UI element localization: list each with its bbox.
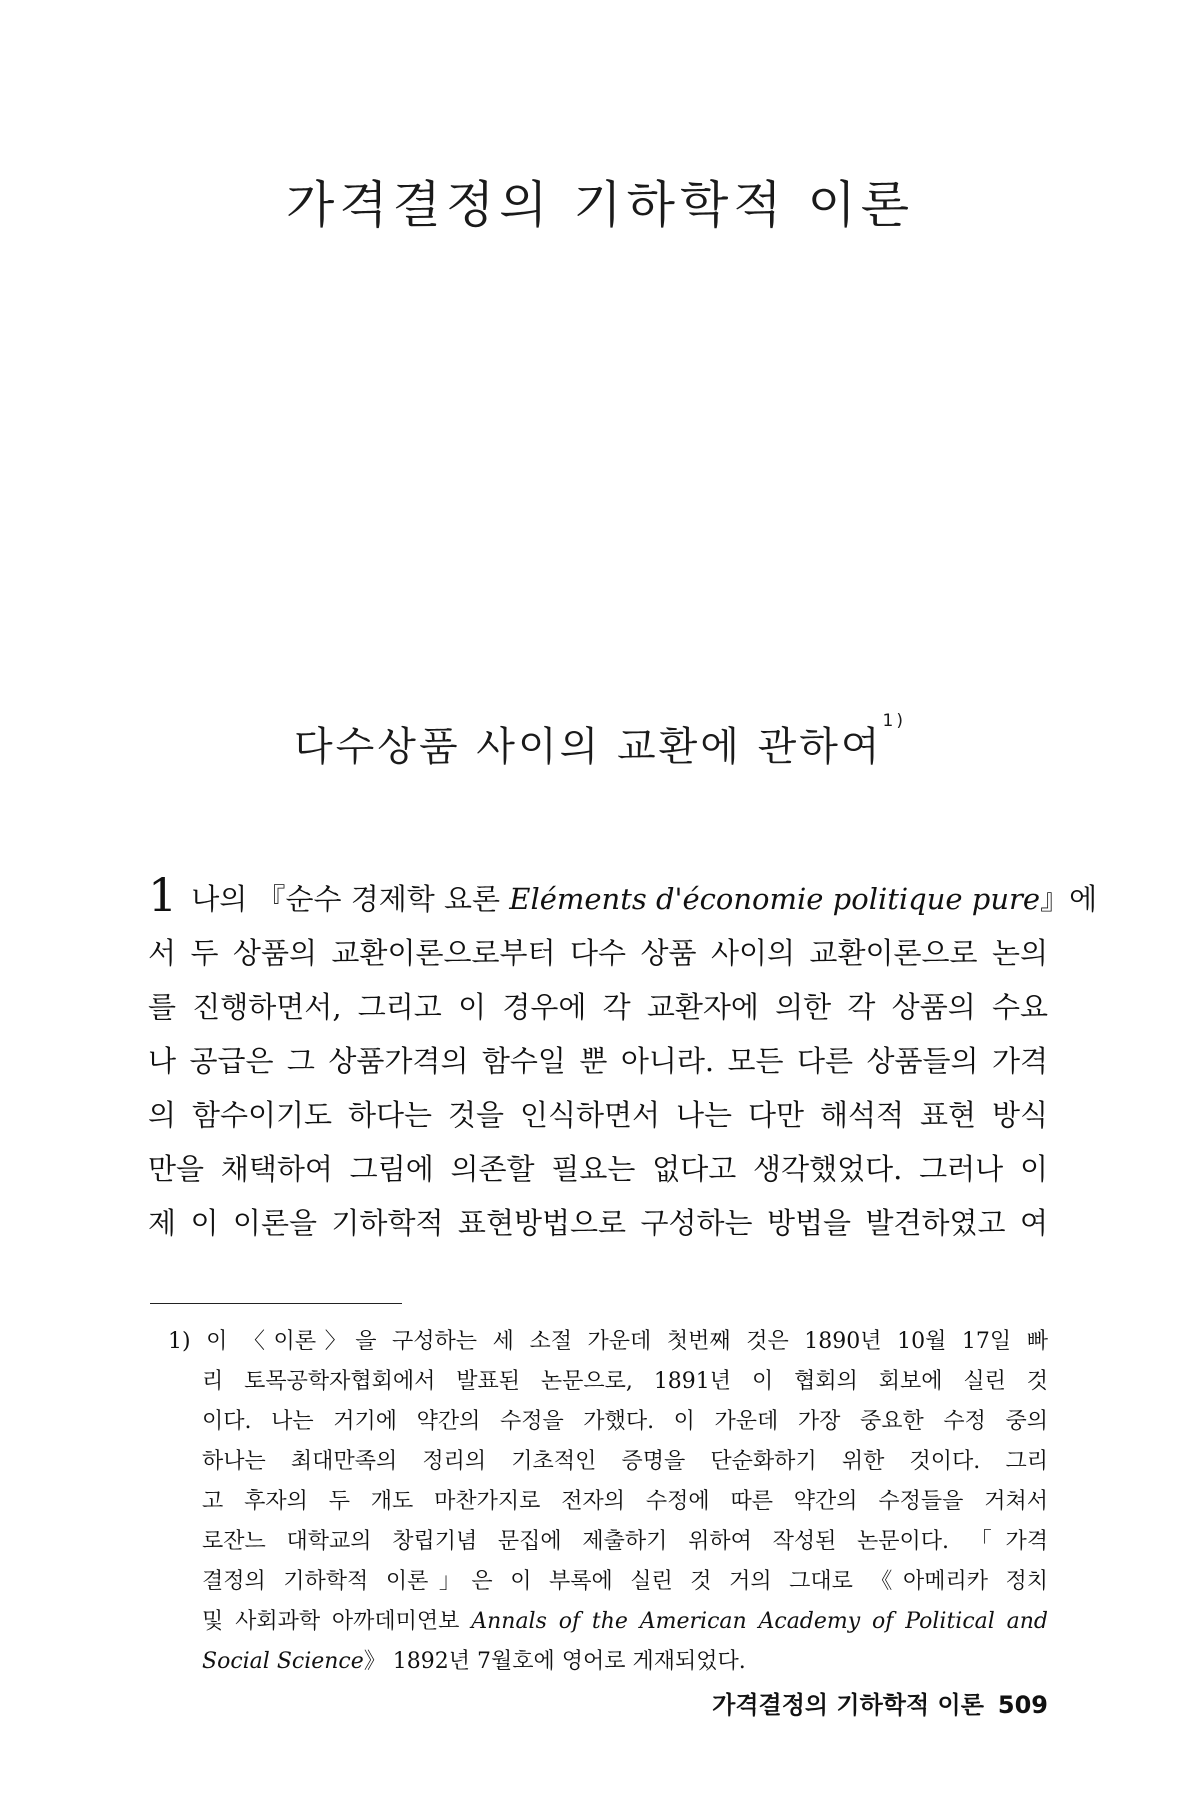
footnote-line: 하나는 최대만족의 정리의 기초적인 증명을 단순화하기 위한 것이다. 그리 [202, 1449, 1048, 1474]
footnote-line [168, 1602, 1048, 1642]
footnote-line: 고 후자의 두 개도 마찬가지로 전자의 수정에 따른 약간의 수정들을 거쳐서 [202, 1489, 1048, 1514]
body-line: 의 함수이기도 하다는 것을 인식하면서 나는 다만 해석적 표현 방식 [148, 1098, 1048, 1132]
paragraph-number: 1 [148, 868, 178, 922]
body-line: 서 두 상품의 교환이론으로부터 다수 상품 사이의 교환이론으로 논의 [148, 936, 1048, 970]
footnote-divider [150, 1303, 402, 1304]
footnote-line: 1) 이 〈이론〉을 구성하는 세 소절 가운데 첫번째 것은 1890년 10월 17일 빠 [168, 1329, 1048, 1354]
body-line-1-end: 』에 [1040, 882, 1098, 916]
body-line-1-start: 나의 『순수 경제학 요론 [191, 882, 510, 916]
footnote-line-9-end: 》 1892년 7월호에 영어로 게재되었다. [363, 1649, 746, 1674]
footnote-line-8-start: 및 사회과학 아까데미연보 [202, 1609, 472, 1634]
book-title-italic: Eléments d'économie politique pure [509, 882, 1041, 916]
body-line: 를 진행하면서, 그리고 이 경우에 각 교환자에 의한 각 상품의 수요 [148, 990, 1048, 1024]
body-paragraph [148, 868, 1098, 1250]
page-number: 509 [997, 1691, 1048, 1719]
footnote-line: 리 토목공학자협회에서 발표된 논문으로, 1891년 이 협회의 회보에 실린 것 [202, 1369, 1048, 1394]
footnote [168, 1322, 1048, 1682]
body-line: 만을 채택하여 그림에 의존할 필요는 없다고 생각했었다. 그러나 이 [148, 1152, 1048, 1186]
footnote-line: 로잔느 대학교의 창립기념 문집에 제출하기 위하여 작성된 논문이다. 「가격 [202, 1529, 1048, 1554]
footnote-line: 결정의 기하학적 이론」은 이 부록에 실린 것 거의 그대로 《아메리카 정치 [202, 1569, 1048, 1594]
running-footer [712, 1685, 1048, 1720]
footnote-line [168, 1642, 1048, 1682]
body-line: 나 공급은 그 상품가격의 함수일 뿐 아니라. 모든 다른 상품들의 가격 [148, 1044, 1048, 1078]
body-line: 제 이 이론을 기하학적 표현방법으로 구성하는 방법을 발견하였고 여 [148, 1206, 1048, 1240]
page-title: 가격결정의 기하학적 이론 [285, 176, 915, 234]
section-title-text: 다수상품 사이의 교환에 관하여 [294, 724, 883, 770]
body-line [148, 868, 1098, 926]
journal-title-italic-cont: Social Science [202, 1649, 364, 1674]
section-title [0, 711, 1200, 772]
journal-title-italic: Annals of the American Academy of Political and [471, 1609, 1048, 1634]
footnote-line: 이다. 나는 거기에 약간의 수정을 가했다. 이 가운데 가장 중요한 수정 중의 [202, 1409, 1048, 1434]
footnote-reference[interactable]: 1) [882, 711, 906, 731]
running-title: 가격결정의 기하학적 이론 [712, 1691, 984, 1719]
